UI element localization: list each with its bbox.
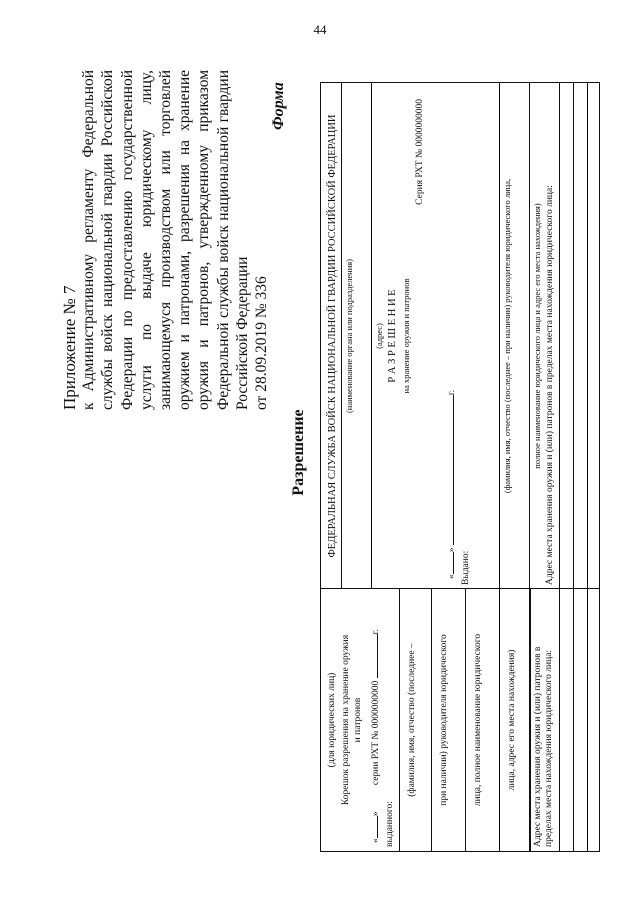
name-caption: полное наименование юридического лица и адрес его места нахождения) xyxy=(532,203,542,469)
stub-title-cont: и патронов xyxy=(353,697,363,743)
stub-fio-caption: лица, адрес его места нахождения) xyxy=(507,649,517,791)
appendix-line: к Административному регламенту Федеральной xyxy=(80,70,98,410)
stub-date-close: » xyxy=(371,811,381,817)
permit-form-table xyxy=(320,82,600,852)
permit-date-year: г. xyxy=(447,389,457,396)
issued-to-label: Выдано: xyxy=(461,550,471,585)
stub-date-year: г. xyxy=(371,629,381,635)
stub-fio-caption: при наличии) руководителя юридического xyxy=(439,634,449,806)
address-caption: (адрес) xyxy=(374,323,384,349)
appendix-line: оружия и патронов, утвержденному приказом xyxy=(195,70,213,410)
stub-fio-caption: лица, полное наименование юридического xyxy=(473,633,483,807)
org-caption: (наименование органа или подразделения) xyxy=(344,258,354,414)
rotated-page-content xyxy=(20,35,620,870)
stub-date-open: « xyxy=(371,838,381,843)
document-title: Разрешение xyxy=(290,409,307,496)
stub-series: серии РХТ № 0000000000 xyxy=(371,680,381,786)
stub-address-label-cont: пределах места нахождения юридического лица: xyxy=(544,649,554,847)
permit-date-open: « xyxy=(447,574,457,579)
permit-date xyxy=(447,390,458,579)
appendix-line: службы войск национальной гвардии Российской xyxy=(99,70,117,410)
stub-address-label: Адрес места хранения оружия и (или) патронов в xyxy=(533,646,543,847)
permit-series: Серия РХТ № 0000000000 xyxy=(415,99,425,205)
stub-issued-label: выданного: xyxy=(385,801,395,847)
stub-date xyxy=(371,629,382,843)
stub-column xyxy=(321,588,599,851)
page-number: 44 xyxy=(313,22,327,37)
permit-title: Р А З Р Е Ш Е Н И Е xyxy=(387,289,398,383)
stub-caption: (для юридических лиц) xyxy=(327,672,337,768)
permit-column xyxy=(321,83,599,589)
fio-caption: (фамилия, имя, отчество (последнее – при наличии) руководителя юридического лица, xyxy=(502,178,512,494)
appendix-line: оружием и патронами, разрешения на хранение xyxy=(176,70,194,410)
appendix-line: услуги по выдаче юридическому лицу, xyxy=(137,70,155,410)
stub-fio-caption: (фамилия, имя, отчество (последнее – xyxy=(407,643,417,797)
agency-name: ФЕДЕРАЛЬНАЯ СЛУЖБА ВОЙСК НАЦИОНАЛЬНОЙ ГВАРДИИ РОССИЙСКОЙ ФЕДЕРАЦИИ xyxy=(327,114,338,558)
stub-title: Корешок разрешения на хранение оружия xyxy=(341,634,351,806)
appendix-line: от 28.09.2019 № 336 xyxy=(253,276,271,410)
appendix-block xyxy=(60,70,271,410)
appendix-line: Федеральной службы войск национальной гвардии xyxy=(214,70,232,410)
form-label: Форма xyxy=(270,82,287,130)
appendix-line: Российской Федерации xyxy=(233,256,251,410)
permit-subtitle: на хранение оружия и патронов xyxy=(401,278,411,394)
appendix-line: занимающемуся производством или торговлей xyxy=(157,70,175,410)
permit-date-close: » xyxy=(447,547,457,553)
storage-address-label: Адрес места хранения оружия и (или) патронов в пределах места нахождения юридического лица: xyxy=(545,185,555,585)
appendix-heading: Приложение № 7 xyxy=(60,285,79,410)
appendix-line: Федерации по предоставлению государственной xyxy=(118,70,136,410)
